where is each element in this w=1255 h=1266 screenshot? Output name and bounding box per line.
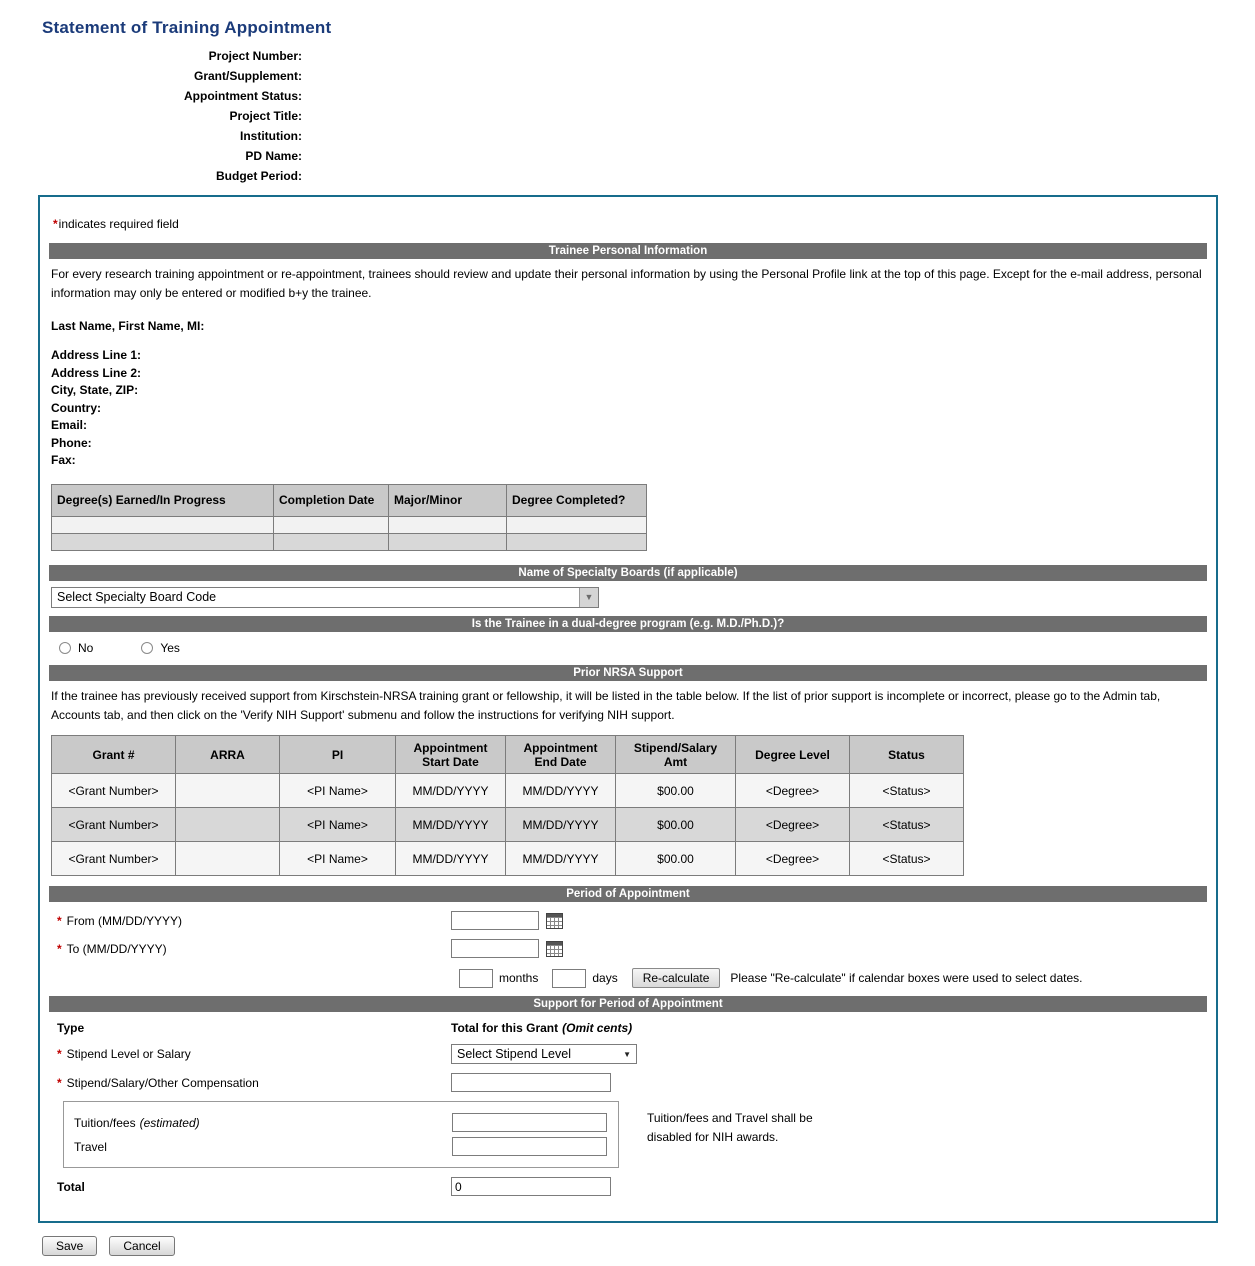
table-cell: $00.00 bbox=[616, 774, 736, 808]
table-cell: <Grant Number> bbox=[52, 774, 176, 808]
stipend-level-label: Stipend Level or Salary bbox=[66, 1047, 191, 1062]
city-state-zip-label: City, State, ZIP: bbox=[51, 383, 139, 398]
degrees-table bbox=[51, 484, 647, 551]
total-label: Total bbox=[57, 1179, 85, 1194]
table-cell: MM/DD/YYYY bbox=[506, 842, 616, 876]
table-row bbox=[52, 808, 964, 842]
required-note-text: indicates required field bbox=[58, 217, 179, 231]
tuition-estimated-label: (estimated) bbox=[139, 1115, 200, 1130]
travel-row bbox=[64, 1137, 618, 1156]
type-header-row bbox=[49, 1021, 1207, 1035]
table-cell: $00.00 bbox=[616, 842, 736, 876]
section-bar-prior-nrsa: Prior NRSA Support bbox=[49, 665, 1207, 681]
column-header-status: Status bbox=[850, 736, 964, 774]
from-date-row bbox=[49, 911, 1207, 930]
prior-nrsa-table bbox=[51, 735, 964, 876]
table-cell bbox=[507, 533, 647, 550]
table-row bbox=[52, 774, 964, 808]
budget-period-label: Budget Period: bbox=[216, 169, 302, 183]
table-row bbox=[52, 842, 964, 876]
stipend-level-label-wrap bbox=[49, 1047, 451, 1061]
form-panel bbox=[38, 195, 1218, 1223]
total-row bbox=[49, 1177, 1207, 1196]
section-bar-personal-info: Trainee Personal Information bbox=[49, 243, 1207, 259]
table-cell bbox=[274, 533, 389, 550]
to-date-label: To (MM/DD/YYYY) bbox=[66, 941, 167, 956]
table-cell bbox=[274, 516, 389, 533]
table-cell bbox=[176, 842, 280, 876]
table-cell bbox=[52, 516, 274, 533]
pd-name-label: PD Name: bbox=[245, 149, 302, 163]
address-block bbox=[51, 347, 1207, 470]
compensation-row bbox=[49, 1073, 1207, 1092]
column-header-grant: Grant # bbox=[52, 736, 176, 774]
months-label: months bbox=[499, 971, 539, 986]
tuition-label-wrap bbox=[64, 1116, 452, 1130]
table-cell: <Degree> bbox=[736, 774, 850, 808]
table-cell: $00.00 bbox=[616, 808, 736, 842]
table-cell: <PI Name> bbox=[280, 808, 396, 842]
to-date-input[interactable] bbox=[451, 939, 539, 958]
months-input[interactable] bbox=[459, 969, 493, 988]
stipend-level-select[interactable] bbox=[451, 1044, 637, 1064]
column-header-arra: ARRA bbox=[176, 736, 280, 774]
chevron-down-icon[interactable]: ▼ bbox=[579, 588, 598, 607]
to-date-label-wrap bbox=[49, 942, 451, 956]
table-cell: MM/DD/YYYY bbox=[396, 808, 506, 842]
compensation-label: Stipend/Salary/Other Compensation bbox=[66, 1075, 259, 1090]
project-number-label: Project Number: bbox=[208, 49, 302, 63]
type-label: Type bbox=[57, 1021, 85, 1036]
appointment-status-label: Appointment Status: bbox=[184, 89, 302, 103]
recalculate-note: Please "Re-calculate" if calendar boxes were used to select dates. bbox=[730, 971, 1083, 986]
table-cell bbox=[176, 774, 280, 808]
country-label: Country: bbox=[51, 400, 101, 415]
compensation-label-wrap bbox=[49, 1076, 451, 1090]
grant-supplement-label: Grant/Supplement: bbox=[193, 69, 302, 83]
table-cell bbox=[176, 808, 280, 842]
tuition-label: Tuition/fees bbox=[74, 1115, 136, 1130]
radio-no[interactable] bbox=[59, 642, 71, 654]
specialty-board-selected-value: Select Specialty Board Code bbox=[57, 589, 217, 604]
calendar-icon[interactable] bbox=[546, 913, 563, 929]
required-asterisk: * bbox=[53, 217, 58, 231]
table-cell: <Grant Number> bbox=[52, 808, 176, 842]
email-label: Email: bbox=[51, 418, 88, 433]
address-line1-label: Address Line 1: bbox=[51, 348, 142, 363]
table-row bbox=[52, 533, 647, 550]
table-cell: MM/DD/YYYY bbox=[396, 842, 506, 876]
project-title-label: Project Title: bbox=[229, 109, 302, 123]
table-cell bbox=[52, 533, 274, 550]
recalculate-button[interactable]: Re-calculate bbox=[632, 968, 721, 988]
from-date-input[interactable] bbox=[451, 911, 539, 930]
table-cell bbox=[389, 533, 507, 550]
table-cell: <Status> bbox=[850, 842, 964, 876]
required-asterisk: * bbox=[57, 913, 62, 928]
table-cell: <Degree> bbox=[736, 842, 850, 876]
stipend-level-row bbox=[49, 1044, 1207, 1064]
to-date-row bbox=[49, 939, 1207, 958]
nih-disabled-note: Tuition/fees and Travel shall be disabled for NIH awards. bbox=[647, 1111, 813, 1144]
specialty-board-select[interactable] bbox=[51, 587, 599, 608]
from-date-label: From (MM/DD/YYYY) bbox=[66, 913, 183, 928]
column-header-degrees: Degree(s) Earned/In Progress bbox=[52, 484, 274, 516]
chevron-down-icon: ▼ bbox=[623, 1049, 631, 1059]
days-label: days bbox=[592, 971, 618, 986]
column-header-completion-date: Completion Date bbox=[274, 484, 389, 516]
phone-label: Phone: bbox=[51, 435, 92, 450]
travel-input[interactable] bbox=[452, 1137, 607, 1156]
table-row bbox=[52, 516, 647, 533]
table-cell bbox=[389, 516, 507, 533]
column-header-degree-level: Degree Level bbox=[736, 736, 850, 774]
table-cell: <Degree> bbox=[736, 808, 850, 842]
duration-row bbox=[459, 968, 1207, 988]
save-button[interactable]: Save bbox=[42, 1236, 97, 1256]
radio-yes-label: Yes bbox=[160, 640, 180, 655]
total-for-grant-label: Total for this Grant bbox=[451, 1021, 559, 1036]
institution-label: Institution: bbox=[240, 129, 302, 143]
tuition-row bbox=[64, 1113, 618, 1132]
page-title: Statement of Training Appointment bbox=[42, 18, 332, 37]
column-header-appt-end: Appointment End Date bbox=[506, 736, 616, 774]
radio-no-label: No bbox=[78, 640, 94, 655]
fax-label: Fax: bbox=[51, 453, 76, 468]
stipend-level-selected-value: Select Stipend Level bbox=[457, 1047, 571, 1062]
radio-yes[interactable] bbox=[141, 642, 153, 654]
table-cell: <Grant Number> bbox=[52, 842, 176, 876]
section-bar-dual-degree: Is the Trainee in a dual-degree program (e.g. M.D./Ph.D.)? bbox=[49, 616, 1207, 632]
compensation-input[interactable] bbox=[451, 1073, 611, 1092]
required-asterisk: * bbox=[57, 941, 62, 956]
table-cell: MM/DD/YYYY bbox=[506, 774, 616, 808]
tuition-input[interactable] bbox=[452, 1113, 607, 1132]
total-input[interactable] bbox=[451, 1177, 611, 1196]
required-asterisk: * bbox=[57, 1047, 62, 1062]
footer-actions bbox=[42, 1236, 1255, 1256]
section-bar-specialty-boards: Name of Specialty Boards (if applicable) bbox=[49, 565, 1207, 581]
table-cell: <Status> bbox=[850, 808, 964, 842]
column-header-appt-start: Appointment Start Date bbox=[396, 736, 506, 774]
table-cell bbox=[507, 516, 647, 533]
section-bar-period: Period of Appointment bbox=[49, 886, 1207, 902]
travel-label: Travel bbox=[74, 1139, 107, 1154]
table-cell: MM/DD/YYYY bbox=[396, 774, 506, 808]
tuition-travel-box bbox=[63, 1101, 619, 1168]
tuition-travel-group bbox=[63, 1101, 1207, 1168]
column-header-major-minor: Major/Minor bbox=[389, 484, 507, 516]
from-date-label-wrap bbox=[49, 914, 451, 928]
project-header-fields bbox=[0, 46, 1255, 186]
days-input[interactable] bbox=[552, 969, 586, 988]
table-cell: MM/DD/YYYY bbox=[506, 808, 616, 842]
table-cell: <PI Name> bbox=[280, 842, 396, 876]
column-header-stipend-amt: Stipend/Salary Amt bbox=[616, 736, 736, 774]
dual-degree-radio-group bbox=[59, 641, 1207, 655]
section-bar-support: Support for Period of Appointment bbox=[49, 996, 1207, 1012]
page bbox=[0, 18, 1255, 1256]
cancel-button[interactable]: Cancel bbox=[109, 1236, 174, 1256]
table-cell: <Status> bbox=[850, 774, 964, 808]
omit-cents-label: (Omit cents) bbox=[562, 1021, 633, 1036]
calendar-icon[interactable] bbox=[546, 941, 563, 957]
prior-nrsa-intro: If the trainee has previously received support from Kirschstein-NRSA training grant or fellowship, it will be listed in the table below. If the list of prior support is incomplete or incorrect, please go to the Admin tab, Accounts tab, and then click on the 'Verify NIH Support' submenu and follow the instructions for verifying NIH support. bbox=[51, 688, 1161, 723]
required-field-note bbox=[53, 217, 1207, 231]
table-cell: <PI Name> bbox=[280, 774, 396, 808]
column-header-degree-completed: Degree Completed? bbox=[507, 484, 647, 516]
personal-info-intro: For every research training appointment or re-appointment, trainees should review and update their personal information by using the Personal Profile link at the top of this page. Except for the e-mail address, personal information may only be entered or modified b+y the trainee. bbox=[51, 267, 1202, 301]
address-line2-label: Address Line 2: bbox=[51, 365, 142, 380]
column-header-pi: PI bbox=[280, 736, 396, 774]
name-label: Last Name, First Name, MI: bbox=[51, 319, 205, 334]
required-asterisk: * bbox=[57, 1075, 62, 1090]
